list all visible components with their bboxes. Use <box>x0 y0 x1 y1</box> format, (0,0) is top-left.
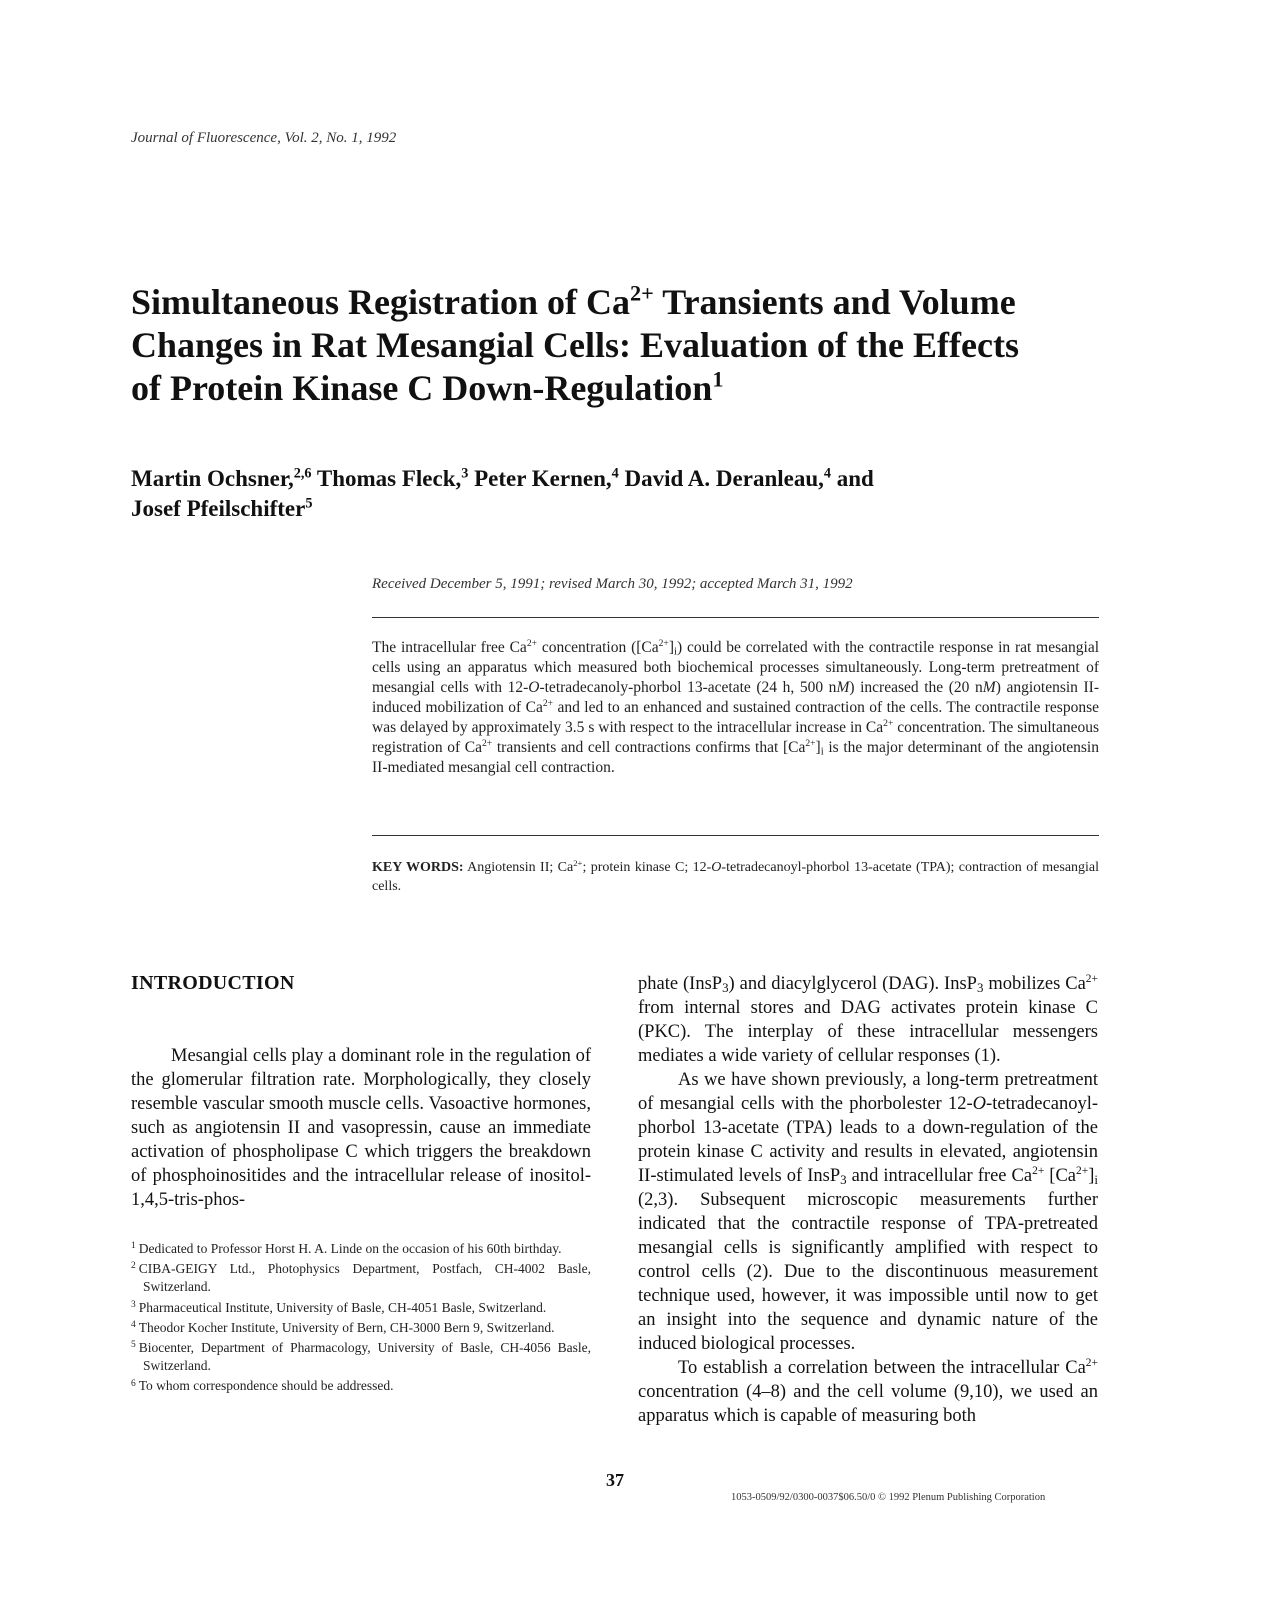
footnote: $^5$ Biocenter, Department of Pharmacology, University of Basle, CH-4056 Basle, Switzerland. <box>131 1340 591 1374</box>
intro-left-column <box>131 1044 591 1212</box>
footnote: $^3$ Pharmaceutical Institute, University of Basle, CH-4051 Basle, Switzerland. <box>131 1299 547 1315</box>
footnotes <box>131 1240 591 1398</box>
footnote: $^6$ To whom correspondence should be addressed. <box>131 1378 394 1394</box>
journal-citation: Journal of Fluorescence, Vol. 2, No. 1, 1992 <box>131 130 397 146</box>
received-dates: Received December 5, 1991; revised March 30, 1992; accepted March 31, 1992 <box>372 576 853 592</box>
abstract: The intracellular free $Ca^{2+}$ concentration $([Ca^{2+}]_i)$ could be correlated with the contractile response in rat mesangial cells using an apparatus which measured both biochemical processes simultaneously. Long-term pretreatment of mesangial cells with 12-O-tetradecanoly-phorbol 13-acetate (24 h, 500 nM) increased the (20 nM) angiotensin II-induced mobilization of $Ca^{2+}$ and led to an enhanced and sustained contraction of the cells. The contractile response was delayed by approximately 3.5 s with respect to the intracellular increase in $Ca^{2+}$ concentration. The simultaneous registration of $Ca^{2+}$ transients and cell contractions confirms that $[Ca^{2+}]_i$ is the major determinant of the angiotensin II-mediated mesangial cell contraction. <box>372 638 1100 776</box>
section-heading-introduction: INTRODUCTION <box>131 972 295 994</box>
footnote: $^4$ Theodor Kocher Institute, University of Bern, CH-3000 Bern 9, Switzerland. <box>131 1319 555 1335</box>
paper-title: Simultaneous Registration of $Ca^{2+}$ Transients and Volume Changes in Rat Mesangial Cells: Evaluation of the Effects of Protein Kinase C Down-Regulation$^1$ <box>131 280 1019 408</box>
abstract-bottom-rule <box>372 835 1099 836</box>
page-number: 37 <box>606 1470 624 1490</box>
footnote: $^2$ CIBA-GEIGY Ltd., Photophysics Department, Postfach, CH-4002 Basle, Switzerland. <box>131 1261 591 1295</box>
intro-paragraph-2: As we have shown previously, a long-term pretreatment of mesangial cells with the phorbolester 12-O-tetradecanoyl-phorbol 13-acetate (TPA) leads to a down-regulation of the protein kinase C activity and results in elevated, angiotensin II-stimulated levels of InsP$_3$ and intracellular free $Ca^{2+}$ $[Ca^{2+}]_i$ (2,3). Subsequent microscopic measurements further indicated that the contractile response of TPA-pretreated mesangial cells is significantly amplified with respect to control cells (2). Due to the discontinuous measurement technique used, however, it was impossible until now to get an insight into the sequence and dynamic nature of the induced biological processes. <box>638 1070 1099 1354</box>
footnote: $^1$ Dedicated to Professor Horst H. A. Linde on the occasion of his 60th birthday. <box>131 1241 562 1256</box>
abstract-top-rule <box>372 617 1099 618</box>
intro-right-column <box>638 972 1098 1428</box>
intro-paragraph-1: Mesangial cells play a dominant role in the regulation of the glomerular filtration rate. Morphologically, they closely resemble vascular smooth muscle cells. Vasoactive hormones, such as angiotensin II and vasopressin, cause an immediate activation of phospholipase C which triggers the breakdown of phosphoinositides and the intracellular release of inositol-1,4,5-tris-phos- <box>131 1046 591 1210</box>
intro-paragraph-3: To establish a correlation between the intracellular $Ca^{2+}$ concentration (4–8) and the cell volume (9,10), we used an apparatus which is capable of measuring both <box>638 1357 1098 1426</box>
keywords-label: KEY WORDS: <box>372 860 464 875</box>
keywords: KEY WORDS: Angiotensin II; $Ca^{2+}$; protein kinase C; 12-O-tetradecanoyl-phorbol 13-acetate (TPA); contraction of mesangial cells. <box>372 857 1100 894</box>
copyright-line: 1053-0509/92/0300-0037$06.50/0 © 1992 Plenum Publishing Corporation <box>731 1492 1046 1503</box>
intro-paragraph-1-continued: phate (InsP$_3$) and diacylglycerol (DAG). InsP$_3$ mobilizes $Ca^{2+}$ from internal stores and DAG activates protein kinase C (PKC). The interplay of these intracellular messengers mediates a wide variety of cellular responses (1). <box>638 973 1098 1066</box>
author-list: Martin Ochsner,$^{2,6}$ Thomas Fleck,$^3$ Peter Kernen,$^4$ David A. Deranleau,$^4$ and Josef Pfeilschifter$^5$ <box>131 465 874 521</box>
